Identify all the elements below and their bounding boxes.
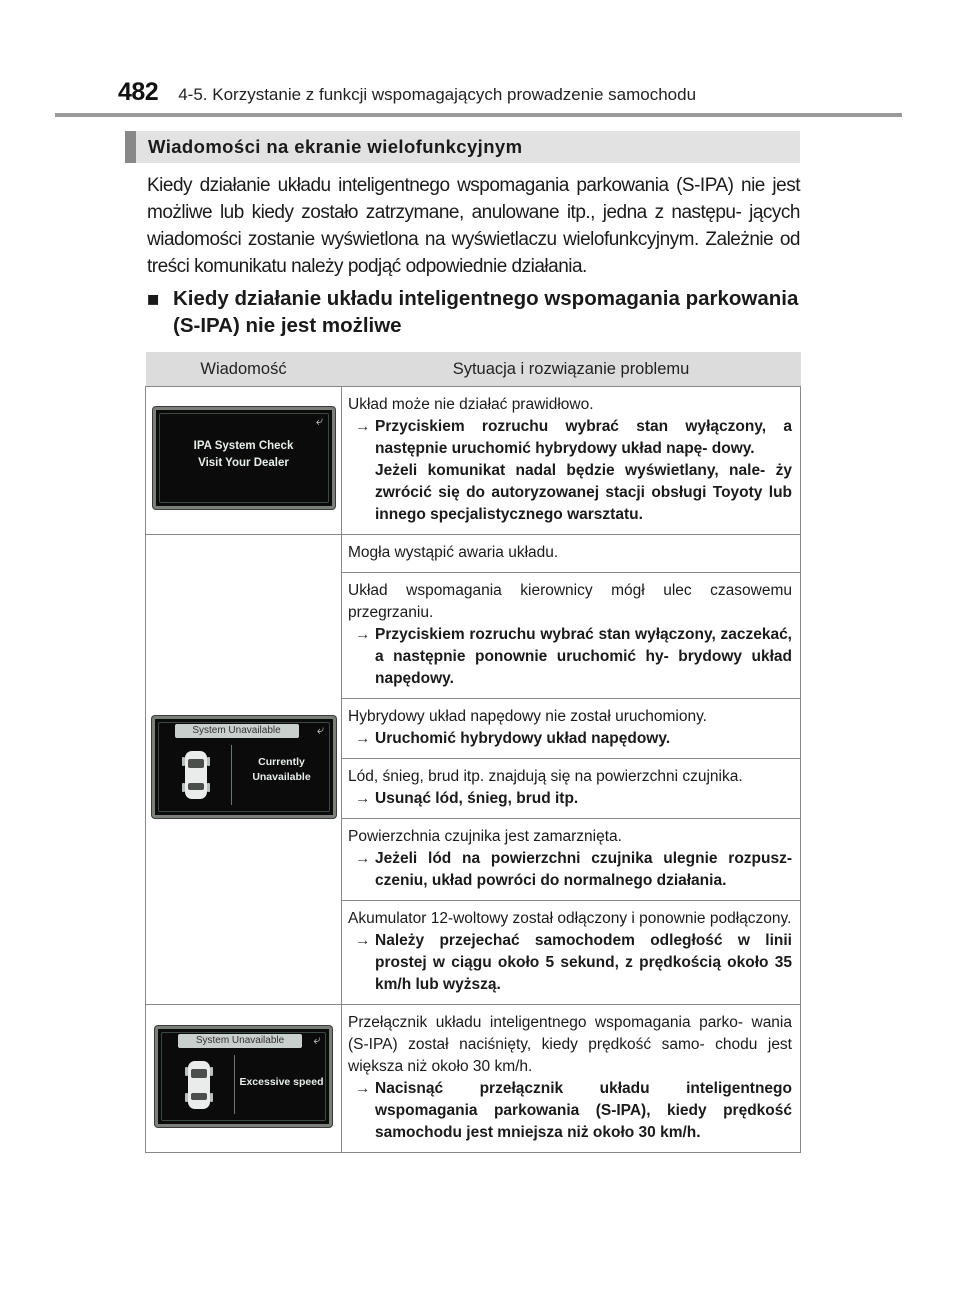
situation-text: Układ wspomagania kierownicy mógł ulec czasowemu przegrzaniu. — [348, 582, 792, 621]
situation-text: Przełącznik układu inteligentnego wspomagania parko- wania (S-IPA) został naciśnięty, kiedy prędkość samo- chodu jest większa niż około 30 km/h. — [348, 1014, 792, 1075]
table-row — [146, 1005, 801, 1153]
back-arrow-icon: ⤶ — [315, 413, 324, 428]
subheading-line-2: (S-IPA) nie jest możliwe — [173, 314, 402, 337]
solution-cell — [342, 699, 801, 759]
back-arrow-icon: ⤶ — [316, 722, 325, 737]
square-bullet-icon: ■ — [147, 288, 160, 311]
solution-cell — [342, 1005, 801, 1153]
action-text: → Uruchomić hybrydowy układ napędowy. — [348, 728, 792, 750]
display-screen-currently-unavailable — [152, 716, 336, 818]
action-text: → Przyciskiem rozruchu wybrać stan wyłączony, zaczekać, a następnie ponownie uruchomić hy- brydowy układ napędowy. — [348, 624, 792, 690]
intro-paragraph: Kiedy działanie układu inteligentnego wspomagania parkowania (S-IPA) nie jest możliwe lub kiedy zostało zatrzymane, anulowane itp., jedna z następu- jących wiadomości zostanie wyświetlona na wyświetlaczu wielofunkcyjnym. Zależnie od treści komunikatu należy podjąć odpowiednie działania. — [147, 175, 800, 277]
chapter-title: 4-5. Korzystanie z funkcji wspomagających prowadzenie samochodu — [178, 85, 697, 104]
action-text: → Nacisnąć przełącznik układu inteligentnego wspomagania parkowania (S-IPA), kiedy prędkość samochodu jest mniejsza niż około 30 km/h. — [348, 1078, 792, 1144]
table-header-row — [146, 352, 801, 387]
situation-text: Akumulator 12-woltowy został odłączony i ponownie podłączony. — [348, 910, 792, 927]
action-text: → Jeżeli lód na powierzchni czujnika ulegnie rozpusz- czeniu, układ powróci do normalnego działania. — [348, 848, 792, 892]
table-row — [146, 387, 801, 535]
subheading-line-1: Kiedy działanie układu inteligentnego wspomagania parkowania — [173, 287, 799, 310]
display-screen-excessive-speed — [155, 1026, 332, 1127]
column-header-solution: Sytuacja i rozwiązanie problemu — [342, 352, 801, 387]
solution-cell — [342, 901, 801, 1005]
table-row — [146, 535, 801, 573]
solution-cell — [342, 819, 801, 901]
screen-message — [156, 438, 332, 472]
situation-text: Lód, śnieg, brud itp. znajdują się na powierzchni czujnika. — [348, 768, 743, 785]
page-header — [118, 78, 696, 107]
header-divider — [55, 113, 902, 117]
screen-line-1: Currently — [258, 756, 305, 768]
subheading — [147, 285, 800, 339]
situation-text: Hybrydowy układ napędowy nie został uruchomiony. — [348, 708, 707, 725]
message-cell — [146, 535, 342, 1005]
display-screen-ipa-check — [153, 407, 335, 509]
back-arrow-icon: ⤶ — [313, 1031, 321, 1047]
section-title: Wiadomości na ekranie wielofunkcyjnym — [125, 131, 800, 163]
screen-banner: System Unavailable — [175, 724, 299, 738]
screen-message — [235, 755, 329, 785]
situation-text: Powierzchnia czujnika jest zamarznięta. — [348, 828, 622, 845]
car-top-view-icon — [181, 749, 211, 806]
car-top-view-icon — [184, 1059, 214, 1116]
action-text: → Przyciskiem rozruchu wybrać stan wyłączony, a następnie uruchomić hybrydowy układ napę- dowy. — [348, 416, 792, 460]
solution-cell — [342, 387, 801, 535]
action-text: → Należy przejechać samochodem odległość w linii prostej w ciągu około 5 sekund, z prędkością około 35 km/h lub wyższą. — [348, 930, 792, 996]
screen-banner: System Unavailable — [178, 1034, 302, 1048]
solution-cell — [342, 759, 801, 819]
screen-line-2: Visit Your Dealer — [198, 457, 289, 469]
solution-cell — [342, 573, 801, 699]
situation-text: Układ może nie działać prawidłowo. — [348, 396, 594, 413]
screen-line-1: IPA System Check — [193, 440, 294, 452]
action-text: → Usunąć lód, śnieg, brud itp. — [348, 788, 792, 810]
message-cell — [146, 387, 342, 535]
screen-line-2: Unavailable — [252, 771, 311, 783]
column-header-message: Wiadomość — [146, 352, 342, 387]
message-table — [145, 352, 801, 1153]
screen-message: Excessive speed — [239, 1075, 324, 1088]
solution-cell — [342, 535, 801, 573]
situation-text: Mogła wystąpić awaria układu. — [348, 544, 559, 561]
note-text: Jeżeli komunikat nadal będzie wyświetlany, nale- ży zwrócić się do autoryzowanej stacji obsługi Toyoty lub innego specjalistycznego warsztatu. — [375, 462, 792, 523]
message-cell — [146, 1005, 342, 1153]
page-number: 482 — [118, 78, 159, 106]
